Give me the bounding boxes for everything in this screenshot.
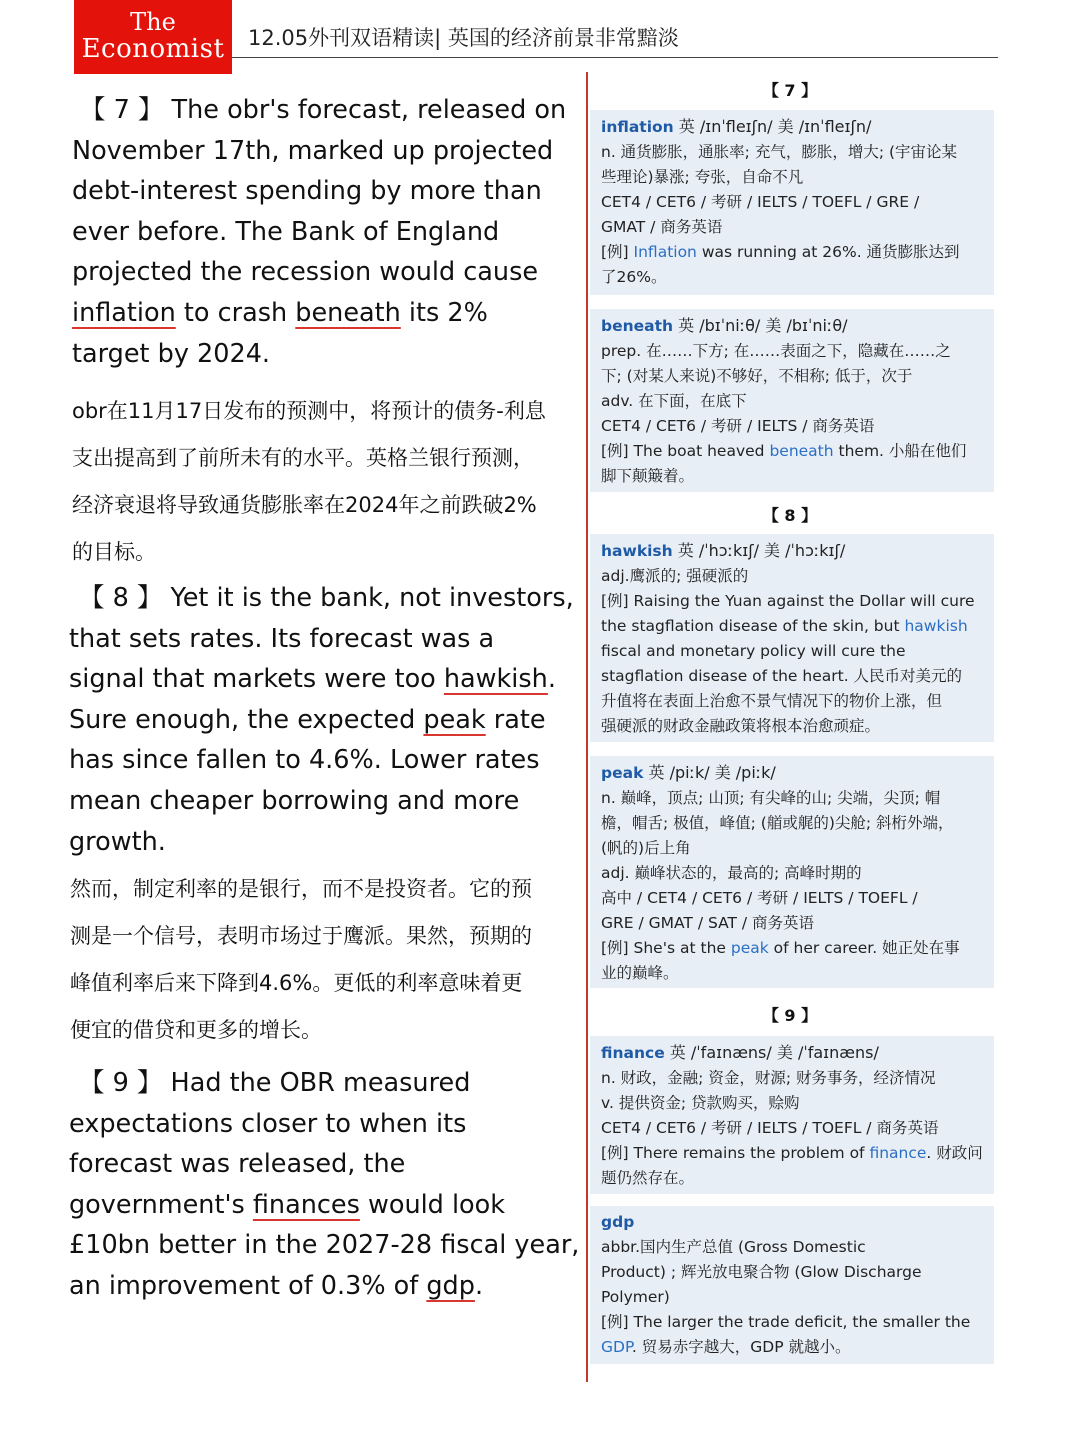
phonetics: 英 /ɪnˈfleɪʃn/ 美 /ɪnˈfleɪʃn/ [673, 117, 872, 136]
example-highlight: peak [730, 939, 769, 957]
entry-header [601, 760, 984, 786]
paragraph-8-english [69, 578, 574, 862]
marker-7: 【 7 】 [80, 95, 164, 125]
p9-line-6 [69, 1266, 579, 1307]
example: stagflation disease of the heart. 人民币对美元的 [601, 667, 963, 685]
example-highlight: finance [869, 1144, 927, 1162]
section-heading-7: 【 7 】 [762, 81, 818, 100]
page-title: 12.05外刊双语精读| 英国的经济前景非常黯淡 [248, 26, 679, 50]
p9-text: Had the OBR measured [170, 1068, 471, 1098]
example: 脚下颠簸着。 [601, 467, 695, 485]
column-divider [586, 72, 588, 1382]
example-text: . 贸易赤字越大，GDP 就越小。 [631, 1338, 851, 1356]
example: 题仍然存在。 [601, 1169, 695, 1187]
vocab-gdp: gdp [426, 1270, 475, 1301]
example-text: . 财政问 [926, 1144, 983, 1162]
section-heading-8: 【 8 】 [762, 506, 818, 525]
definition: n. 巅峰，顶点; 山顶; 有尖峰的山; 尖端，尖顶; 帽 [601, 789, 941, 807]
p7-text: The obr's forecast, released on [171, 95, 567, 125]
p7-line-4: ever before. The Bank of England [72, 216, 500, 247]
p8-l3-a: signal that markets were too [69, 664, 444, 695]
entry-header [601, 313, 984, 339]
p8-text: Yet it is the bank, not investors, [170, 583, 574, 613]
example: 了26%。 [601, 268, 667, 286]
entry-header [601, 114, 984, 140]
vocab-card-peak [590, 756, 994, 988]
p9-l4-b: would look [359, 1189, 506, 1220]
definition: adj. 巅峰状态的，最高的; 高峰时期的 [601, 864, 862, 882]
p8-line-2: that sets rates. Its forecast was a [69, 623, 495, 654]
t7-line-1: obr在11月17日发布的预测中，将预计的债务-利息 [72, 399, 546, 423]
example-prefix: [例] The boat heaved [601, 442, 770, 460]
example [601, 439, 984, 464]
vocab-beneath: beneath [295, 297, 401, 328]
example-text: them. 小船在他们 [833, 442, 967, 460]
definition: 些理论)暴涨; 夸张，自命不凡 [601, 168, 804, 186]
definition: abbr.国内生产总值 (Gross Domestic [601, 1238, 866, 1256]
p7-line-1 [72, 90, 566, 131]
p9-line-4 [69, 1185, 579, 1226]
example-highlight: hawkish [904, 617, 968, 635]
definition: v. 提供资金; 贷款购买，赊购 [601, 1094, 800, 1112]
p8-line-5: has since fallen to 4.6%. Lower rates [69, 745, 540, 776]
t7-line-3: 经济衰退将导致通货膨胀率在2024年之前跌破2% [72, 493, 537, 517]
example-prefix: [例] [601, 243, 634, 261]
t7-line-4: 的目标。 [72, 540, 156, 564]
example-text: of her career. 她正处在事 [768, 939, 960, 957]
paragraph-9-english [69, 1063, 579, 1307]
vocab-finances: finances [252, 1189, 360, 1220]
t8-line-3: 峰值利率后来下降到4.6%。更低的利率意味着更 [70, 971, 523, 995]
example [601, 936, 984, 961]
marker-8: 【 8 】 [79, 583, 163, 613]
p8-line-4 [69, 700, 574, 741]
p9-line-2: expectations closer to when its [69, 1108, 467, 1139]
definition: prep. 在……下方; 在……表面之下，隐藏在……之 [601, 342, 951, 360]
example-highlight: beneath [769, 442, 834, 460]
p8-l4-a: Sure enough, the expected [69, 704, 424, 735]
definition: adv. 在下面，在底下 [601, 392, 747, 410]
p9-line-5: £10bn better in the 2027-28 fiscal year, [69, 1230, 580, 1261]
p9-l4-a: government's [69, 1189, 253, 1220]
example-prefix: [例] She's at the [601, 939, 731, 957]
example: fiscal and monetary policy will cure the [601, 642, 906, 660]
example: 业的巅峰。 [601, 964, 679, 982]
example-highlight: GDP [601, 1338, 632, 1356]
exam-tags: CET4 / CET6 / 考研 / IELTS / TOEFL / GRE / [601, 193, 920, 211]
example-prefix: [例] There remains the problem of [601, 1144, 870, 1162]
p9-l6-a: an improvement of 0.3% of [69, 1270, 427, 1301]
p8-l4-b: rate [485, 704, 546, 735]
phonetics: 英 /ˈfaɪnæns/ 美 /ˈfaɪnæns/ [664, 1043, 879, 1062]
definition: 下; (对某人来说)不够好，不相称; 低于，次于 [601, 367, 913, 385]
p7-l6-mid: to crash [175, 297, 296, 328]
exam-tags: GRE / GMAT / SAT / 商务英语 [601, 914, 815, 932]
example [601, 614, 984, 639]
paragraph-7-english [72, 90, 566, 374]
t8-line-1: 然而，制定利率的是银行，而不是投资者。它的预 [70, 877, 532, 901]
example: 升值将在表面上治愈不景气情况下的物价上涨，但 [601, 692, 943, 710]
phonetics: 英 /bɪˈniːθ/ 美 /bɪˈniːθ/ [673, 316, 848, 335]
phonetics: 英 /ˈhɔːkɪʃ/ 美 /ˈhɔːkɪʃ/ [672, 541, 846, 560]
p7-line-7: target by 2024. [72, 338, 271, 369]
vocab-card-beneath [590, 309, 994, 492]
p7-line-3: debt-interest spending by more than [72, 176, 542, 207]
p8-line-6: mean cheaper borrowing and more [69, 785, 520, 816]
example [601, 240, 984, 265]
exam-tags: CET4 / CET6 / 考研 / IELTS / TOEFL / 商务英语 [601, 1119, 939, 1137]
paragraph-7-chinese [72, 388, 546, 576]
economist-logo [74, 0, 232, 74]
p8-line-7: growth. [69, 826, 166, 857]
vocab-card-hawkish [590, 534, 994, 742]
logo-line-2: Economist [81, 34, 225, 64]
vocab-card-inflation [590, 110, 994, 295]
p9-line-1 [69, 1063, 579, 1104]
definition: n. 财政，金融; 资金，财源; 财务事务，经济情况 [601, 1069, 936, 1087]
vocab-card-gdp [590, 1206, 994, 1364]
p7-line-6 [72, 293, 566, 334]
definition: Polymer) [601, 1288, 670, 1306]
p8-line-1 [69, 578, 574, 619]
p8-l3-b: . [547, 664, 556, 695]
vocab-peak: peak [423, 704, 486, 735]
headword: beneath [601, 317, 674, 335]
definition: Product) ; 辉光放电聚合物 (Glow Discharge [601, 1263, 922, 1281]
p9-line-3: forecast was released, the [69, 1149, 406, 1180]
entry-header [601, 1040, 984, 1066]
headword: finance [601, 1044, 665, 1062]
example: [例] The larger the trade deficit, the smaller the [601, 1313, 971, 1331]
definition: adj.鹰派的; 强硬派的 [601, 567, 749, 585]
definition: n. 通货膨胀，通胀率; 充气，膨胀，增大; (宇宙论某 [601, 143, 958, 161]
marker-9: 【 9 】 [79, 1068, 163, 1098]
exam-tags: CET4 / CET6 / 考研 / IELTS / 商务英语 [601, 417, 875, 435]
example-text: was running at 26%. 通货膨胀达到 [696, 243, 960, 261]
example: [例] Raising the Yuan against the Dollar will cure [601, 592, 975, 610]
logo-line-1: The [130, 8, 176, 36]
headword: inflation [601, 118, 674, 136]
exam-tags: GMAT / 商务英语 [601, 218, 723, 236]
vocab-hawkish: hawkish [443, 664, 548, 695]
t8-line-2: 测是一个信号，表明市场过于鹰派。果然，预期的 [70, 924, 532, 948]
definition: (帆的)后上角 [601, 839, 691, 857]
entry-header [601, 1210, 984, 1235]
t7-line-2: 支出提高到了前所未有的水平。英格兰银行预测， [72, 446, 534, 470]
headword: gdp [601, 1213, 635, 1231]
example [601, 1335, 984, 1360]
vocab-card-finance [590, 1036, 994, 1194]
entry-header [601, 538, 984, 564]
example [601, 1141, 984, 1166]
header-rule [232, 57, 998, 58]
p9-l6-b: . [474, 1270, 484, 1301]
phonetics: 英 /piːk/ 美 /piːk/ [643, 763, 776, 782]
paragraph-8-chinese [70, 866, 532, 1054]
exam-tags: 高中 / CET4 / CET6 / 考研 / IELTS / TOEFL / [601, 889, 918, 907]
t8-line-4: 便宜的借贷和更多的增长。 [70, 1018, 322, 1042]
example-text: the stagflation disease of the skin, but [601, 617, 905, 635]
example: 强硬派的财政金融政策将根本治愈顽症。 [601, 717, 881, 735]
p7-l6-end: its 2% [400, 297, 488, 328]
example-highlight: Inflation [633, 243, 697, 261]
vocab-inflation: inflation [72, 297, 176, 328]
p8-line-3 [69, 659, 574, 700]
p7-line-2: November 17th, marked up projected [72, 135, 554, 166]
headword: hawkish [601, 542, 673, 560]
section-heading-9: 【 9 】 [762, 1006, 818, 1025]
definition: 檐，帽舌; 极值，峰值; (艏或艉的)尖舱; 斜桁外端， [601, 814, 954, 832]
headword: peak [601, 764, 644, 782]
p7-line-5: projected the recession would cause [72, 257, 539, 288]
